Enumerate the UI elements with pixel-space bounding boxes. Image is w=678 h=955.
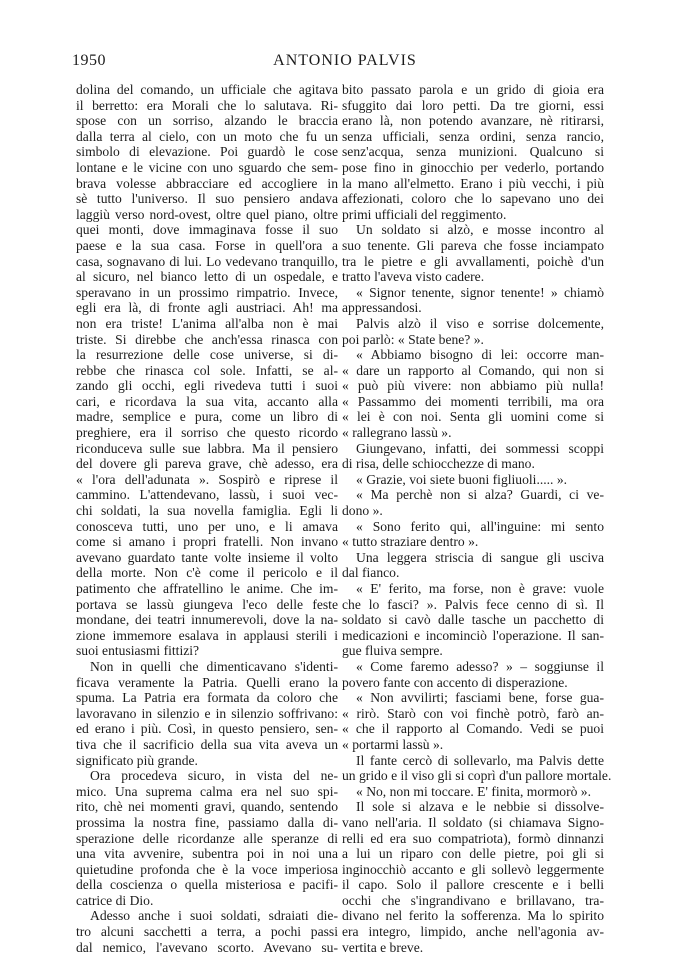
left-text-column <box>76 82 338 955</box>
text-line: ficava veramente la Patria. Quelli erano la <box>76 674 338 690</box>
text-line: a lui un riparo con delle pietre, poi gli si <box>342 846 604 862</box>
text-line: un grido e il viso gli si coprì d'un pallore mortale. <box>342 768 612 784</box>
text-line: tra le pietre e gli avvallamenti, poichè d'un <box>342 253 604 269</box>
text-line: affezionati, coloro che lo sapevano uno dei <box>342 191 604 207</box>
text-line: medicazioni e incominciò l'operazione. Il san- <box>342 627 604 643</box>
text-line: preghiere, era il sorriso che questo ricordo <box>76 425 338 441</box>
text-line: poi parlò: « State bene? ». <box>342 331 484 347</box>
text-line: di risa, delle schiocchezze di mano. <box>342 456 535 472</box>
text-line: laggiù verso nord-ovest, oltre quel piano, oltre <box>76 206 338 222</box>
text-line: inginocchiò accanto e gli sollevò leggermente <box>342 861 604 877</box>
text-line: « No, non mi toccare. E' finita, mormorò ». <box>356 783 591 799</box>
text-line: Una leggera striscia di sangue gli usciva <box>356 549 604 565</box>
text-line: tiva che il sacrificio della sua vita aveva un <box>76 736 338 752</box>
text-line: Il sole si alzava e le nebbie si dissolve- <box>356 799 604 815</box>
text-line: lontane e le vicine con uno sguardo che sem- <box>76 159 338 175</box>
text-line: « Signor tenente, signor tenente! » chiamò <box>356 284 604 300</box>
text-line: Ora procedeva sicuro, in vista del ne- <box>90 768 338 784</box>
text-line: « E' ferito, ma forse, non è grave: vuole <box>356 581 604 596</box>
text-line: sè tutto l'universo. Il suo pensiero andava <box>76 191 338 207</box>
text-line: suo tenente. Gli pareva che fosse inciampato <box>342 237 604 253</box>
text-line: suoi entusiasmi fittizi? <box>76 643 200 659</box>
text-line: « Passammo dei momenti terribili, ma ora <box>342 393 604 409</box>
text-line: Giungevano, infatti, dei sommessi scoppi <box>356 440 604 456</box>
text-line: come si amano i propri fratelli. Non invano <box>76 534 338 550</box>
text-line: la mano all'elmetto. Erano i più vecchi, i più <box>342 175 604 191</box>
text-line: spose con un sorriso, alzando le braccia <box>76 113 338 129</box>
page-number: 1950 <box>72 52 106 69</box>
text-line: « Come faremo adesso? » – soggiunse il <box>356 658 604 674</box>
text-line: egli era là, di fronte agli austriaci. Ah! ma <box>76 300 338 316</box>
text-line: « tutto straziare dentro ». <box>342 534 479 550</box>
text-line: vano nell'aria. Il soldato (si chiamava Signo- <box>342 814 604 830</box>
text-line: rito, chè nei momenti gravi, quando, sentendo <box>76 799 338 815</box>
text-line: bito passato parola e un grido di gioia era <box>342 82 604 97</box>
text-line: tratto l'aveva visto cadere. <box>342 269 485 285</box>
text-line: relli ed era suo compatriota), formò dinnanzi <box>342 830 604 846</box>
text-line: sfuggito dai loro petti. Da tre giorni, essi <box>342 97 604 113</box>
text-line: catrice di Dio. <box>76 892 154 908</box>
text-line: pose fino in ginocchio per vederlo, portando <box>342 159 604 175</box>
text-line: « Ma perchè non si alza? Guardi, ci ve- <box>356 487 604 503</box>
text-line: triste. Si direbbe che anch'essa rinasca con <box>76 331 338 347</box>
text-line: « Abbiamo bisogno di lei: occorre man- <box>356 347 604 363</box>
text-line: mico. Una suprema calma era nel suo spi- <box>76 783 338 799</box>
text-line: « rallegrano lassù ». <box>342 425 452 441</box>
text-line: portava se lassù giungeva l'eco delle feste <box>76 596 338 612</box>
text-line: senza ufficiali, senza ordini, senza rancio, <box>342 128 604 144</box>
text-line: « può più vivere: non abbiamo più nulla! <box>342 378 604 394</box>
text-line: rebbe che rinasca col sole. Infatti, se al- <box>76 362 338 378</box>
text-line: cammino. L'attendevano, lassù, i suoi vec- <box>76 487 338 503</box>
text-line: gue fluiva sempre. <box>342 643 443 659</box>
text-line: divano nel ferito la sofferenza. Ma lo spirito <box>342 908 604 924</box>
text-line: patimento che affratellino le anime. Che im- <box>76 581 338 596</box>
text-line: paese e la sua casa. Forse in quell'ora a <box>76 237 338 253</box>
text-line: non era triste! L'anima all'alba non è mai <box>76 315 338 331</box>
text-line: il berretto: era Morali che lo salutava. Ri- <box>76 97 338 113</box>
text-line: significato più grande. <box>76 752 198 768</box>
text-line: erano là, non potendo avanzare, nè ritirarsi, <box>342 113 604 129</box>
text-line: chi soldati, la sua novella famiglia. Egli li <box>76 503 338 519</box>
text-line: della coscienza o quella misteriosa e pacifi- <box>76 877 338 893</box>
text-line: conosceva tutti, uno per uno, e li amava <box>76 518 338 534</box>
text-line: « lei è con noi. Senta gli uomini come si <box>342 409 604 425</box>
text-line: quei monti, dove immaginava fosse il suo <box>76 222 338 238</box>
text-line: simbolo di elevazione. Poi guardò le cose <box>76 144 338 160</box>
text-line: Palvis alzò il viso e sorrise dolcemente, <box>356 315 604 331</box>
text-line: spuma. La Patria era formata da coloro che <box>76 690 338 706</box>
text-line: che lo fasci? ». Palvis fece cenno di sì. Il <box>342 596 604 612</box>
text-line: occhi che s'ingrandivano e brillavano, tra- <box>342 892 604 908</box>
text-line: una vita avvenire, subentra poi in noi una <box>76 846 338 862</box>
text-line: « Grazie, voi siete buoni figliuoli..... ». <box>356 471 568 487</box>
text-line: Adesso anche i suoi soldati, sdraiati die- <box>90 908 338 924</box>
text-line: madre, semplice e pura, come un libro di <box>76 409 338 425</box>
text-line: sperazione delle ricordanze alle speranze di <box>76 830 338 846</box>
running-title: ANTONIO PALVIS <box>273 52 417 69</box>
text-line: « l'ora dell'adunata ». Sospirò e riprese il <box>76 471 338 487</box>
text-line: al sicuro, nel bianco letto di un ospedale, e <box>76 269 338 285</box>
text-line: dal nemico, l'avevano scorto. Avevano su- <box>76 939 338 955</box>
text-line: « che il rapporto al Comando. Vedi se puoi <box>342 721 604 737</box>
text-line: riconduceva sulle sue labbra. Ma il pensiero <box>76 440 338 456</box>
text-line: la resurrezione delle cose universe, si di- <box>76 347 338 363</box>
text-line: « rirò. Starò con voi finchè potrò, farò an- <box>342 705 604 721</box>
text-line: zione immemore esalava in applausi sterili i <box>76 627 338 643</box>
text-line: dono ». <box>342 503 383 519</box>
text-line: lavoravano in silenzio e in silenzio soffrivano: <box>76 705 338 721</box>
text-line: casa, sognavano di lui. Lo vedevano tranquillo, <box>76 253 338 269</box>
text-line: prossima la nostra fine, passiamo dalla di- <box>76 814 338 830</box>
text-line: Un soldato si alzò, e mosse incontro al <box>356 222 604 238</box>
right-text-column <box>342 82 612 955</box>
text-line: povero fante con accento di disperazione. <box>342 674 568 690</box>
text-line: « Sono ferito qui, all'inguine: mi sento <box>356 518 604 534</box>
text-line: dal fianco. <box>342 565 400 581</box>
text-line: cari, e ricordava la sua vita, accanto alla <box>76 393 338 409</box>
text-line: brava volesse abbracciare ed accogliere in <box>76 175 338 191</box>
text-line: Il fante cercò di sollevarlo, ma Palvis dette <box>356 752 604 768</box>
text-line: della morte. Non c'è come il pericolo e il <box>76 565 338 581</box>
text-line: dolina del comando, un ufficiale che agitava <box>76 82 338 97</box>
text-line: del dovere gli pareva grave, chè adesso, era <box>76 456 338 472</box>
text-line: « dare un rapporto al Comando, qui non si <box>342 362 604 378</box>
text-line: il capo. Solo il pallore crescente e i belli <box>342 877 604 893</box>
text-line: speravano in un prossimo rimpatrio. Invece, <box>76 284 338 300</box>
text-line: zando gli occhi, egli rivedeva tutti i suoi <box>76 378 338 394</box>
text-line: tro alcuni sacchetti a terra, a pochi passi <box>76 924 338 940</box>
text-line: appressandosi. <box>342 300 422 316</box>
text-line: ed erano i più. Così, in questo pensiero, sen- <box>76 721 338 737</box>
text-line: quietudine profonda che è la voce imperiosa <box>76 861 338 877</box>
text-line: primi ufficiali del reggimento. <box>342 206 507 222</box>
text-line: mondane, dei teatri innumerevoli, dove la na- <box>76 612 338 628</box>
text-line: vertita e breve. <box>342 939 424 955</box>
text-line: « portarmi lassù ». <box>342 736 444 752</box>
text-line: « Non avvilirti; fasciami bene, forse gua- <box>356 690 604 706</box>
text-line: senz'acqua, senza munizioni. Qualcuno si <box>342 144 604 160</box>
text-line: dalla terra al cielo, con un moto che fu un <box>76 128 338 144</box>
text-line: avevano guardato tante volte insieme il volto <box>76 549 338 565</box>
text-line: soldato si cavò dalle tasche un pacchetto di <box>342 612 604 628</box>
text-line: Non in quelli che dimenticavano s'identi- <box>90 658 338 674</box>
page-header <box>72 52 618 76</box>
text-line: era integro, limpido, anche nell'agonia av- <box>342 924 604 940</box>
